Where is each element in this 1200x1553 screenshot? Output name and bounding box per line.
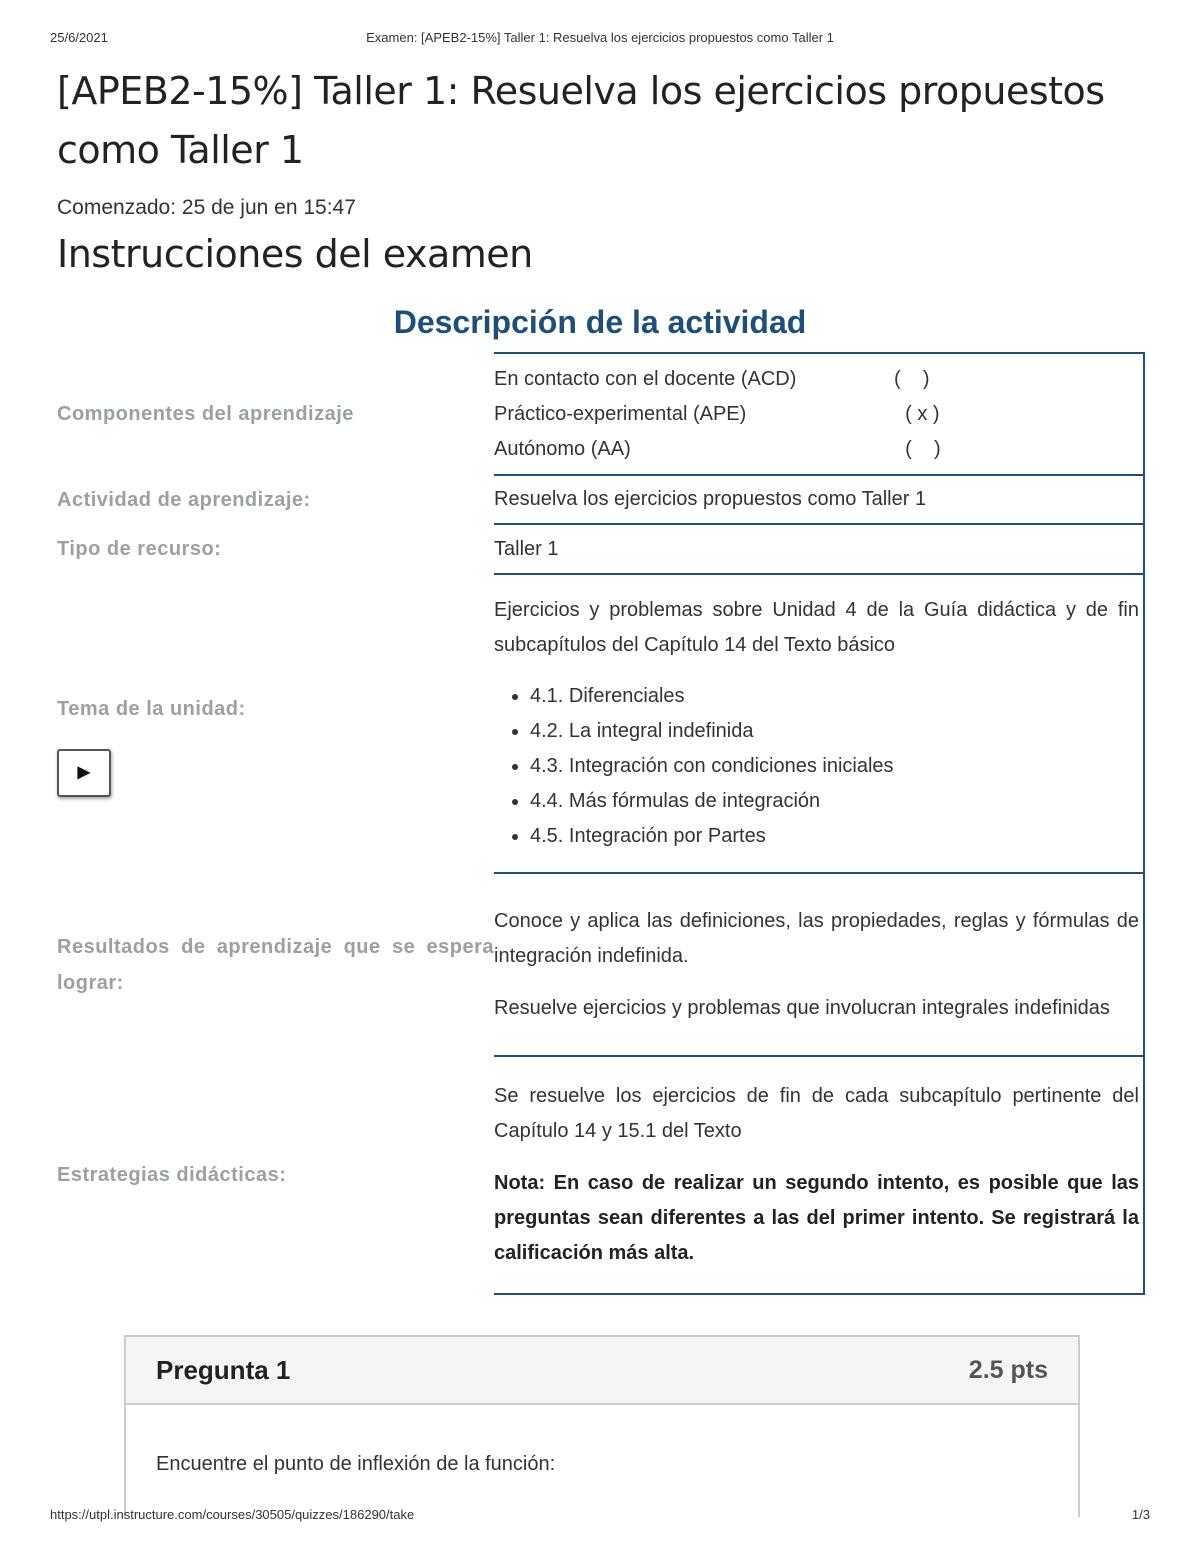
started-timestamp: Comenzado: 25 de jun en 15:47 [57, 196, 356, 219]
component-name: Práctico-experimental (APE) [494, 402, 747, 425]
topic-list [494, 679, 1139, 854]
print-url: https://utpl.instructure.com/courses/30505/quizzes/186290/take [50, 1507, 415, 1522]
play-button[interactable] [57, 749, 111, 797]
components-value [494, 353, 1144, 475]
activity-row [57, 475, 1144, 524]
component-mark: ( x ) [894, 402, 940, 425]
strategies-label: Estrategias didácticas: [57, 1164, 287, 1186]
results-value [494, 873, 1144, 1056]
results-label: Resultados de aprendizaje que se espera lograr: [57, 935, 494, 994]
topic-value [494, 574, 1144, 873]
play-icon: ▶ [77, 763, 91, 781]
component-line [494, 397, 1139, 432]
activity-label: Actividad de aprendizaje: [57, 488, 311, 511]
list-item: • 4.1. Diferenciales [530, 679, 1139, 714]
question-header [126, 1337, 1078, 1405]
activity-value: Resuelva los ejercicios propuestos como Taller 1 [494, 475, 1144, 524]
strategies-note: Nota: En caso de realizar un segundo intento, es posible que las preguntas sean diferentes a las del primer intento. Se registrará la calificación más alta. [494, 1172, 1139, 1264]
list-item: • 4.5. Integración por Partes [530, 819, 1139, 854]
activity-description-table [57, 352, 1145, 1295]
topic-label: Tema de la unidad: [57, 697, 246, 720]
print-doc-title: Examen: [APEB2-15%] Taller 1: Resuelva los ejercicios propuestos como Taller 1 [366, 30, 834, 45]
results-row [57, 873, 1144, 1056]
question-title: Pregunta 1 [156, 1354, 291, 1385]
resource-label: Tipo de recurso: [57, 538, 222, 560]
strategies-text: Se resuelve los ejercicios de fin de cada subcapítulo pertinente del Capítulo 14 y 15.1 del Texto [494, 1085, 1139, 1142]
question-card [124, 1335, 1080, 1517]
topic-intro: Ejercicios y problemas sobre Unidad 4 de la Guía didáctica y de fin subcapítulos del Capítulo 14 del Texto básico [494, 599, 1139, 656]
resource-row [57, 524, 1144, 574]
strategies-row [57, 1056, 1144, 1294]
page-number: 1/3 [1131, 1507, 1150, 1522]
activity-heading: Descripción de la actividad [393, 304, 807, 340]
topic-cell [57, 574, 494, 873]
component-line [494, 432, 1139, 467]
instructions-heading: Instrucciones del examen [57, 232, 533, 276]
component-mark: ( ) [894, 437, 941, 460]
topic-row [57, 574, 1144, 873]
print-footer [50, 1507, 1150, 1523]
list-item: • 4.3. Integración con condiciones iniciales [530, 749, 1139, 784]
list-item: • 4.4. Más fórmulas de integración [530, 784, 1139, 819]
component-name: En contacto con el docente (ACD) [494, 367, 797, 390]
result-item: Conoce y aplica las definiciones, las propiedades, reglas y fórmulas de integración indefinida. [494, 909, 1139, 967]
components-row [57, 353, 1144, 475]
print-date: 25/6/2021 [50, 30, 108, 45]
result-item: Resuelve ejercicios y problemas que involucran integrales indefinidas [494, 996, 1110, 1019]
components-label: Componentes del aprendizaje [57, 403, 354, 425]
page-title: [APEB2-15%] Taller 1: Resuelva los ejercicios propuestos como Taller 1 [57, 69, 1105, 172]
question-text: Encuentre el punto de inflexión de la función: [156, 1453, 556, 1475]
list-item: • 4.2. La integral indefinida [530, 714, 1139, 749]
question-points: 2.5 pts [968, 1355, 1048, 1384]
resource-value: Taller 1 [494, 524, 1144, 574]
component-name: Autónomo (AA) [494, 437, 631, 460]
component-line [494, 362, 1139, 397]
strategies-value [494, 1056, 1144, 1294]
component-mark: ( ) [894, 367, 930, 390]
